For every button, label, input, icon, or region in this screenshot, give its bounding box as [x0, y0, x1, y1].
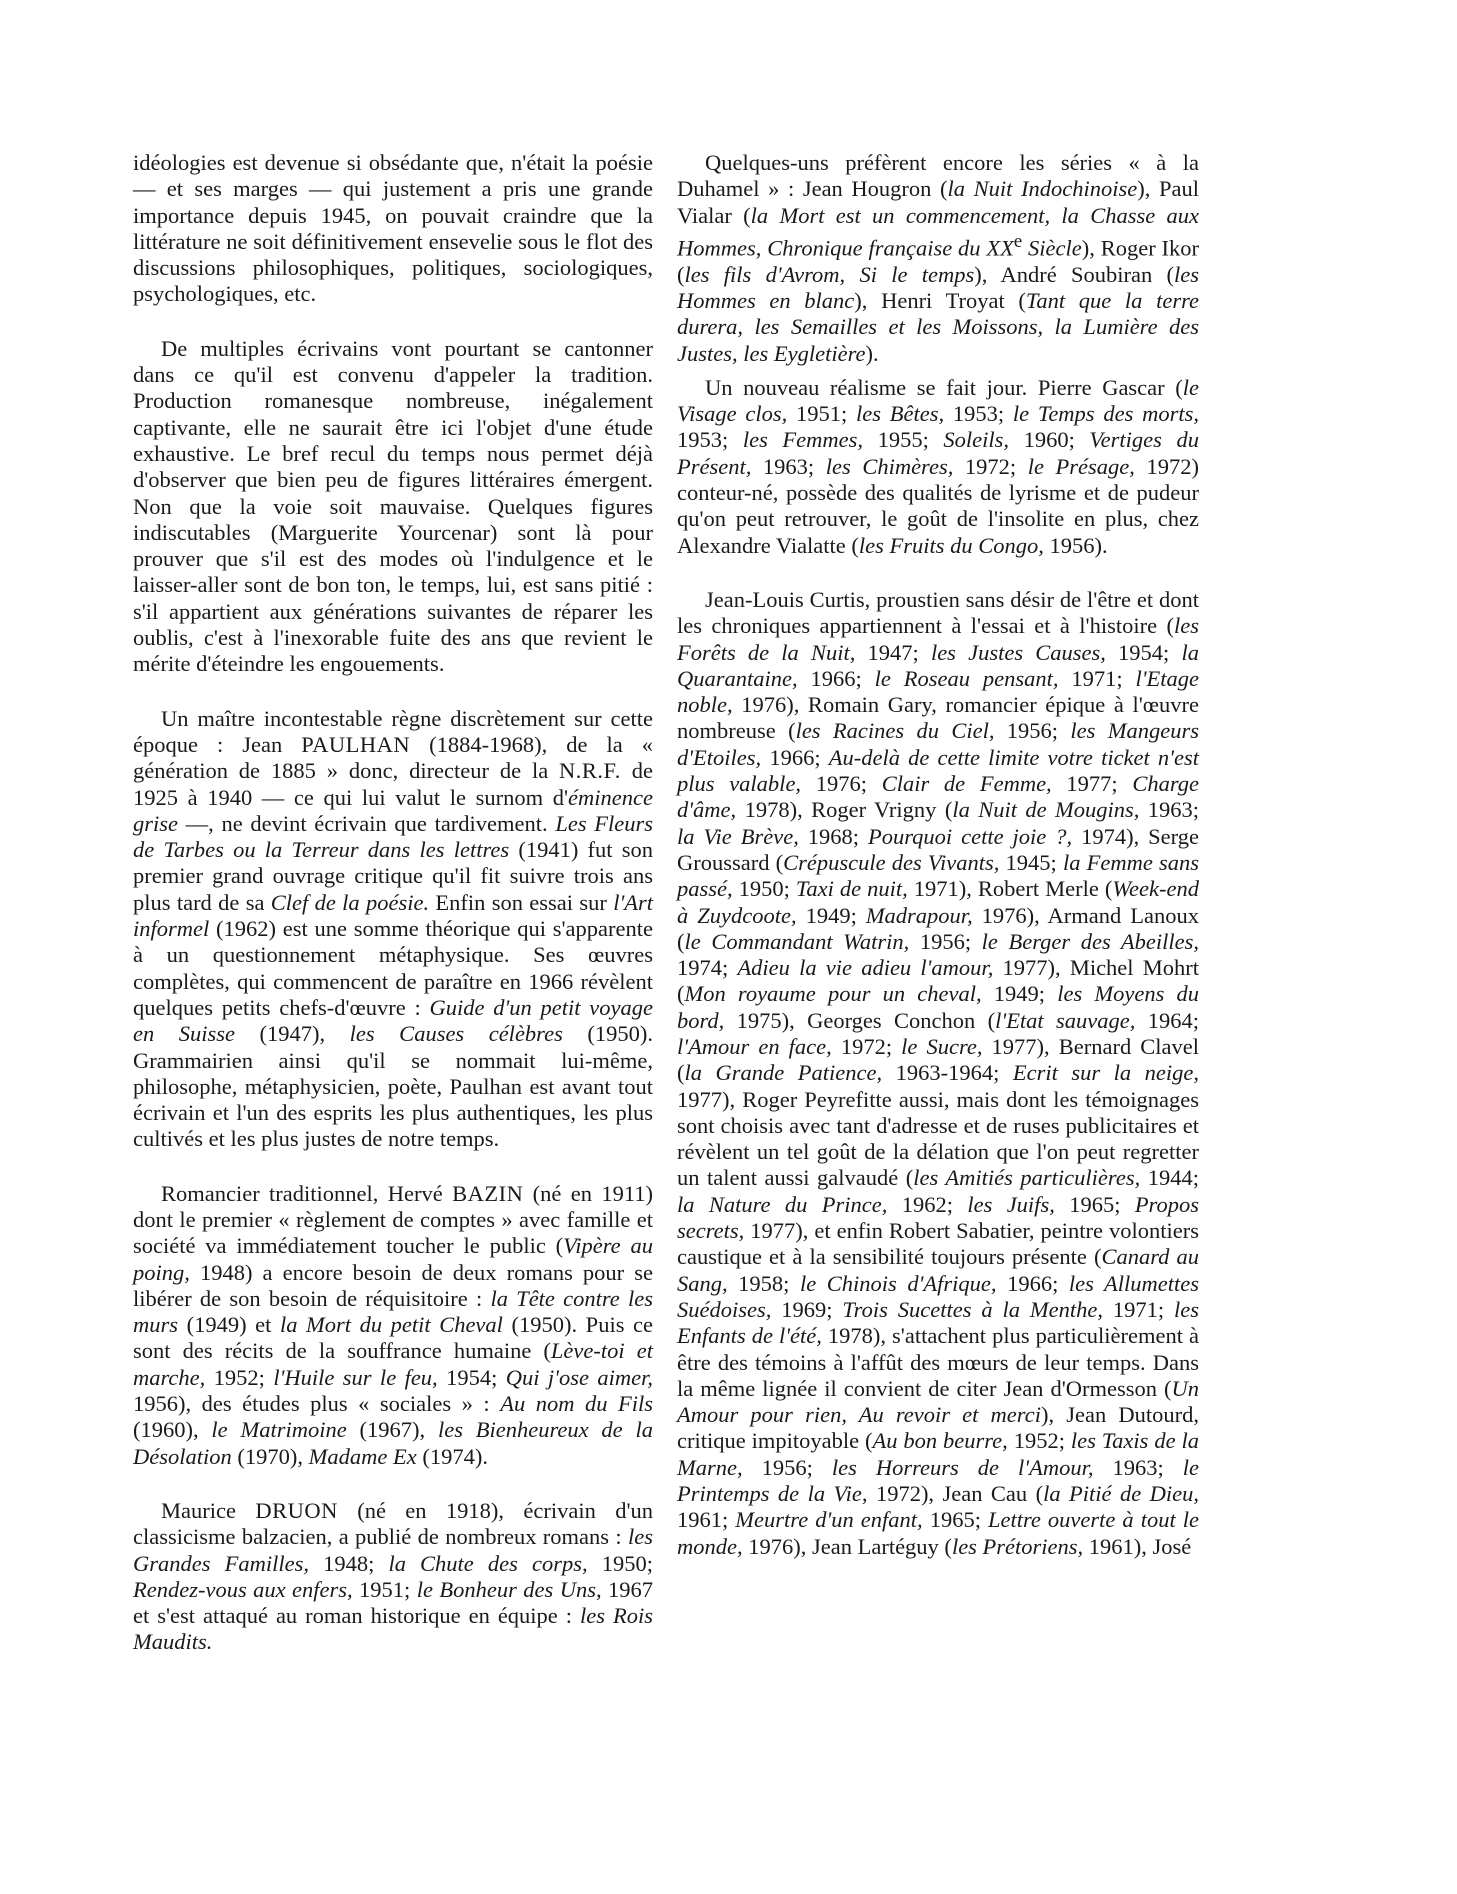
text-segment: 1945; — [999, 849, 1063, 875]
text-segment: 1974; — [677, 955, 738, 981]
text-segment: 1952; — [205, 1364, 274, 1390]
title-italic: Qui j'ose aimer, — [505, 1364, 653, 1390]
title-italic: la Tête contre les murs — [133, 1285, 653, 1338]
paragraph — [133, 706, 653, 1153]
text-segment: 1953; — [677, 427, 743, 453]
text-segment: 1947; — [855, 639, 931, 665]
title-italic: les Justes Causes, — [930, 639, 1106, 665]
text-segment: Enfin son essai sur — [429, 889, 614, 915]
text-segment: (né en 1911) dont le premier « règlement de comptes » avec famille et société va immédiatement toucher le public ( — [133, 1180, 653, 1259]
author-name: BAZIN — [452, 1180, 524, 1206]
text-segment: 1958; — [727, 1270, 800, 1296]
text-segment: 1975), Georges Conchon ( — [724, 1007, 996, 1033]
title-italic: la Nuit de Mougins, — [952, 797, 1140, 823]
right-column — [677, 150, 1199, 1588]
text-segment: Quelques-uns préfèrent encore les séries « à la Duhamel » : Jean Hougron ( — [677, 150, 1199, 202]
title-italic: les Bienheureux de la Désolation — [133, 1417, 653, 1469]
text-segment: 1950; — [587, 1550, 653, 1576]
title-italic: Vipère au poing, — [133, 1233, 653, 1285]
title-italic: la Nature du Prince, — [677, 1191, 888, 1217]
title-italic: le Temps des morts, — [1012, 401, 1199, 427]
text-segment: 1968; — [798, 823, 868, 849]
title-italic: le Berger des Abeilles, — [981, 928, 1199, 954]
title-italic: le Printemps de la Vie, — [677, 1454, 1199, 1507]
title-italic: Taxi de nuit, — [795, 876, 908, 902]
text-segment: 1972) conteur-né, possède des qualités de lyrisme et de pudeur qu'on peut retrouver, le goût de l'insolite en plus, chez Alexandre Vialatte ( — [677, 453, 1199, 558]
text-segment: 1951; — [352, 1576, 417, 1602]
text-segment: 1977), Michel Mohrt ( — [677, 955, 1199, 1007]
text-segment: 1956; — [994, 718, 1071, 744]
text-segment: 1972), Jean Cau ( — [867, 1481, 1044, 1507]
text-segment: 1964; — [1135, 1007, 1199, 1033]
title-italic: Meurtre d'un enfant, — [735, 1507, 923, 1533]
title-italic: les Chimères, — [825, 453, 954, 479]
title-italic: les Fruits du Congo, — [858, 532, 1044, 558]
text-segment: (1970), — [231, 1443, 309, 1469]
text-segment: 1963; — [1139, 797, 1199, 823]
text-segment: ), André Soubiran ( — [974, 261, 1174, 287]
text-segment: 1976), Romain Gary, romancier épique à l'œuvre nombreuse ( — [677, 692, 1199, 744]
title-italic: Au bon beurre, — [872, 1428, 1008, 1454]
title-italic: l'Huile sur le feu, — [273, 1364, 438, 1390]
text-segment: de 1925 à 1940 — ce qui lui valut le surnom d' — [133, 758, 653, 810]
text-segment: 1954; — [1105, 639, 1182, 665]
title-italic: Clair de Femme, — [881, 771, 1052, 797]
title-italic: la Chute des corps, — [388, 1550, 588, 1576]
title-italic: Madame Ex — [308, 1443, 417, 1469]
text-segment: 1961), José — [1083, 1533, 1192, 1559]
text-segment: (1960), — [133, 1417, 212, 1443]
text-segment: (1884-1968), de la « génération de 1885 » donc, directeur de la — [133, 731, 653, 784]
title-italic: le Commandant Watrin, — [684, 928, 910, 954]
paragraph — [133, 336, 653, 678]
title-italic: Un Amour pour rien, Au revoir et merci — [677, 1375, 1199, 1428]
paragraph — [133, 150, 653, 308]
text-segment: ), Henri Troyat ( — [854, 287, 1026, 313]
title-italic: les Amitiés particulières, — [913, 1165, 1141, 1191]
text-segment: 1965; — [922, 1507, 988, 1533]
title-italic: Adieu la vie adieu l'amour, — [737, 955, 994, 981]
text-segment: De multiples écrivains vont pourtant se cantonner dans ce qu'il est convenu d'appeler la tradition. Production romanesque nombreuse, inégalement captivante, elle ne saurait être ici l'objet d'une étude exhaustive. Le bref recul du temps nous permet déjà d'observer que bien peu de figures littéraires émergent. Non que la voie soit mauvaise. Quelques figures indiscutables (Marguerite Yourcenar) sont là pour prouver que s'il est des modes où l'indulgence et le laisser-aller sont de bon ton, le temps, lui, est sans pitié : s'il appartient aux générations suivantes de réparer les oublis, c'est à l'inexorable fuite des ans que revient le mérite d'éteindre les engouements. — [133, 335, 653, 677]
text-segment: 1949; — [981, 981, 1058, 1007]
title-italic: Les Fleurs de Tarbes ou la Terreur dans les lettres — [133, 810, 653, 863]
text-segment: 1976), Armand Lanoux ( — [677, 902, 1199, 954]
text-segment: 1971; — [1102, 1296, 1174, 1322]
text-segment: 1944; — [1140, 1165, 1199, 1191]
author-name: PAULHAN — [301, 731, 411, 757]
text-segment: —, ne devint écrivain que tardivement. — [178, 810, 556, 836]
title-italic: éminence grise — [133, 784, 653, 836]
title-italic: Propos secrets, — [677, 1191, 1199, 1244]
text-segment: 1977), Roger Peyrefitte aussi, mais dont les témoignages sont choisis avec tant d'adresse et de ruses publicitaires et révèlent un tel goût de la délation que l'on peut regretter un talent aussi galvaudé ( — [677, 1086, 1199, 1191]
text-segment: 1949; — [796, 902, 866, 928]
paragraph — [133, 1498, 653, 1656]
text-segment: 1961; — [677, 1507, 736, 1533]
title-italic: les Bêtes, — [855, 401, 945, 427]
title-italic: Soleils, — [943, 427, 1010, 453]
text-segment: ), Roger Ikor ( — [677, 235, 1200, 287]
text-segment: 1952; — [1007, 1428, 1071, 1454]
text-segment: 1977), et enfin Robert Sabatier, peintre volontiers caustique et à la sensibilité toujours présente ( — [677, 1218, 1199, 1270]
title-italic: la Femme sans passé, — [677, 849, 1199, 902]
title-italic: les Taxis de la Marne, — [677, 1428, 1199, 1480]
text-segment: ), Jean Dutourd, critique impitoyable ( — [677, 1402, 1200, 1454]
text-segment: 1956; — [742, 1454, 832, 1480]
title-italic: la Nuit Indochinoise — [947, 176, 1138, 202]
paragraph — [677, 375, 1199, 559]
title-italic: le Matrimoine — [211, 1417, 347, 1443]
text-segment: (1949) et — [178, 1312, 280, 1338]
title-italic: le Présage, — [1027, 453, 1135, 479]
title-italic: les Enfants de l'été, — [677, 1296, 1199, 1349]
title-italic: Canard au Sang, — [677, 1244, 1199, 1296]
text-segment: (1974). — [416, 1443, 488, 1469]
title-italic: Mon royaume pour un cheval, — [684, 981, 982, 1007]
text-segment: 1962; — [887, 1191, 968, 1217]
text-segment: 1978), Roger Vrigny ( — [736, 797, 953, 823]
title-italic: les Racines du Ciel, — [795, 718, 995, 744]
title-italic: l'Amour en face, — [677, 1034, 832, 1059]
text-segment: (1947), — [235, 1021, 350, 1047]
text-segment: 1965; — [1054, 1191, 1135, 1217]
title-italic: Week-end à Zuydcoote, — [677, 876, 1199, 928]
title-italic: la Mort du petit Cheval — [279, 1312, 503, 1338]
title-italic: Lève-toi et marche, — [133, 1338, 653, 1390]
title-italic: le Chinois d'Afrique, — [799, 1270, 997, 1296]
title-italic: les Rois Maudits. — [133, 1603, 653, 1655]
text-segment: 1972; — [953, 453, 1028, 479]
left-column — [133, 150, 653, 1684]
title-italic: le Roseau pensant, — [874, 665, 1059, 691]
text-segment: 1954; — [437, 1364, 506, 1390]
title-italic: la Grande Patience, — [684, 1060, 883, 1086]
paragraph — [677, 150, 1199, 367]
text-segment: Jean-Louis Curtis, proustien sans désir de l'être et dont les chroniques appartiennent à l'essai et à l'histoire ( — [677, 586, 1199, 639]
text-segment: 1972; — [831, 1034, 902, 1059]
title-italic: les Hommes en blanc — [677, 261, 1199, 313]
title-italic: les Prétoriens, — [951, 1533, 1084, 1559]
title-italic: la Quarantaine, — [677, 639, 1199, 691]
text-segment: 1976; — [801, 771, 882, 797]
text-segment: (1950). Puis ce sont des récits de la souffrance humaine ( — [133, 1312, 653, 1364]
title-italic: l'Etage noble, — [677, 665, 1199, 718]
title-italic: les Causes célèbres — [349, 1021, 563, 1047]
title-italic: les Moyens du bord, — [677, 981, 1199, 1033]
title-italic: les Femmes, — [742, 427, 863, 453]
text-segment: Un nouveau réalisme se fait jour. Pierre Gascar ( — [705, 374, 1183, 400]
author-name: N.R.F. — [559, 758, 621, 784]
text-segment: 1971), Robert Merle ( — [907, 876, 1113, 902]
text-segment: 1963; — [1093, 1454, 1183, 1480]
title-italic: Madrapour, — [865, 902, 973, 928]
title-italic: Rendez-vous aux enfers, — [133, 1576, 353, 1602]
text-segment: 1977), Bernard Clavel ( — [677, 1034, 1199, 1086]
text-segment: 1948) a encore besoin de deux romans pour se libérer de son besoin de réquisitoire : — [133, 1259, 653, 1311]
title-italic: l'Etat sauvage, — [995, 1007, 1136, 1033]
title-italic: Ecrit sur la neige, — [1012, 1060, 1199, 1086]
text-segment: (1967), — [346, 1417, 438, 1443]
text-segment: 1966; — [761, 744, 829, 770]
text-segment: 1977; — [1051, 771, 1133, 797]
title-italic: Pourquoi cette joie ?, — [868, 823, 1073, 849]
text-segment: 1956). — [1043, 532, 1108, 558]
title-italic: Charge d'âme, — [677, 771, 1199, 823]
text-segment: 1971; — [1058, 665, 1136, 691]
text-segment: 1966; — [996, 1270, 1069, 1296]
author-name: DRUON — [255, 1497, 338, 1523]
title-italic: Lettre ouverte à tout le monde, — [677, 1507, 1199, 1559]
text-segment: (né en 1918), écrivain d'un classicisme balzacien, a publié de nombreux romans : — [133, 1497, 653, 1550]
text-segment: 1966; — [797, 665, 875, 691]
text-segment: 1978), s'attachent plus particulièrement à être des témoins à l'affût des mœurs de leur temps. Dans la même lignée il convient de citer Jean d'Ormesson ( — [677, 1323, 1199, 1401]
text-segment: 1950; — [732, 876, 796, 902]
title-italic: Clef de la poésie. — [270, 889, 430, 915]
title-italic: Crépuscule des Vivants, — [783, 849, 1000, 875]
text-segment: 1956), des études plus « sociales » : — [133, 1391, 501, 1417]
text-segment: 1974), Serge Groussard ( — [677, 823, 1199, 875]
text-segment: Romancier traditionnel, Hervé — [161, 1180, 453, 1206]
title-italic: Guide d'un petit voyage en Suisse — [133, 994, 653, 1047]
text-segment: Maurice — [161, 1497, 256, 1523]
title-italic: les Juifs, — [967, 1191, 1055, 1217]
title-italic: les Forêts de la Nuit, — [677, 613, 1199, 665]
title-italic: Tant que la terre durera, les Semailles et les Moissons, la Lumière des Justes, les Eygletière — [677, 287, 1199, 366]
text-segment: ), Paul Vialar ( — [677, 176, 1199, 228]
title-italic: l'Art informel — [133, 889, 654, 942]
title-italic: le Sucre, — [901, 1034, 983, 1059]
text-segment: 1948; — [308, 1550, 389, 1576]
title-italic: le Bonheur des Uns, — [416, 1576, 602, 1602]
title-italic: Siècle — [1022, 235, 1082, 261]
title-italic: la Vie Brève, — [677, 823, 799, 849]
text-segment: 1951; — [787, 401, 856, 427]
text-segment: (1962) est une somme théorique qui s'apparente à un questionnement métaphysique. Ses œuvres complètes, qui commencent de paraître en 1966 révèlent quelques petits chefs-d'œuvre : — [133, 916, 653, 1020]
title-italic: Au nom du Fils — [500, 1391, 653, 1417]
paragraph — [677, 587, 1199, 1560]
text-segment: 1955; — [863, 427, 944, 453]
title-italic: les Allumettes Suédoises, — [677, 1270, 1199, 1322]
text-segment: Un maître incontestable règne discrètement sur cette époque : Jean — [133, 705, 653, 757]
title-italic: les Mangeurs d'Etoiles, — [677, 718, 1199, 770]
text-segment: 1967 et s'est attaqué au roman historique en équipe : — [133, 1576, 653, 1629]
text-segment: 1976), Jean Lartéguy ( — [742, 1533, 952, 1559]
text-segment: 1956; — [909, 928, 982, 954]
text-segment: 1963-1964; — [882, 1060, 1013, 1086]
text-segment: (1941) fut son premier grand ouvrage critique qu'il fit suivre trois ans plus tard de sa — [133, 837, 653, 915]
text-segment: 1969; — [771, 1296, 843, 1322]
title-italic: le Visage clos, — [677, 374, 1199, 427]
text-segment: e — [1013, 230, 1023, 252]
title-italic: les fils d'Avrom, Si le temps — [684, 261, 975, 287]
paragraph — [133, 1181, 653, 1470]
title-italic: la Pitié de Dieu, — [1043, 1481, 1199, 1507]
title-italic: Au-delà de cette limite votre ticket n'est plus valable, — [677, 744, 1199, 797]
text-segment: 1963; — [751, 453, 826, 479]
title-italic: Vertiges du Présent, — [677, 427, 1199, 479]
title-italic: Trois Sucettes à la Menthe, — [842, 1296, 1103, 1322]
text-segment: ). — [865, 340, 879, 366]
title-italic: la Mort est un commencement, la Chasse aux Hommes, Chronique française du XX — [677, 202, 1200, 261]
text-segment: idéologies est devenue si obsédante que, n'était la poésie — et ses marges — qui justement a pris une grande importance depuis 1945, on pouvait craindre que la littérature ne soit définitivement ensevelie sous le flot des discussions philosophiques, politiques, sociologiques, psychologiques, etc. — [133, 150, 653, 307]
text-segment: 1960; — [1009, 427, 1090, 453]
title-italic: les Horreurs de l'Amour, — [831, 1454, 1094, 1480]
text-segment: 1953; — [944, 401, 1013, 427]
title-italic: les Grandes Familles, — [133, 1524, 653, 1576]
text-segment: (1950). Grammairien ainsi qu'il se nommait lui-même, philosophe, métaphysicien, poète, Paulhan est avant tout écrivain et l'un des esprits les plus authentiques, les plus cultivés et les plus justes de notre temps. — [133, 1021, 653, 1152]
